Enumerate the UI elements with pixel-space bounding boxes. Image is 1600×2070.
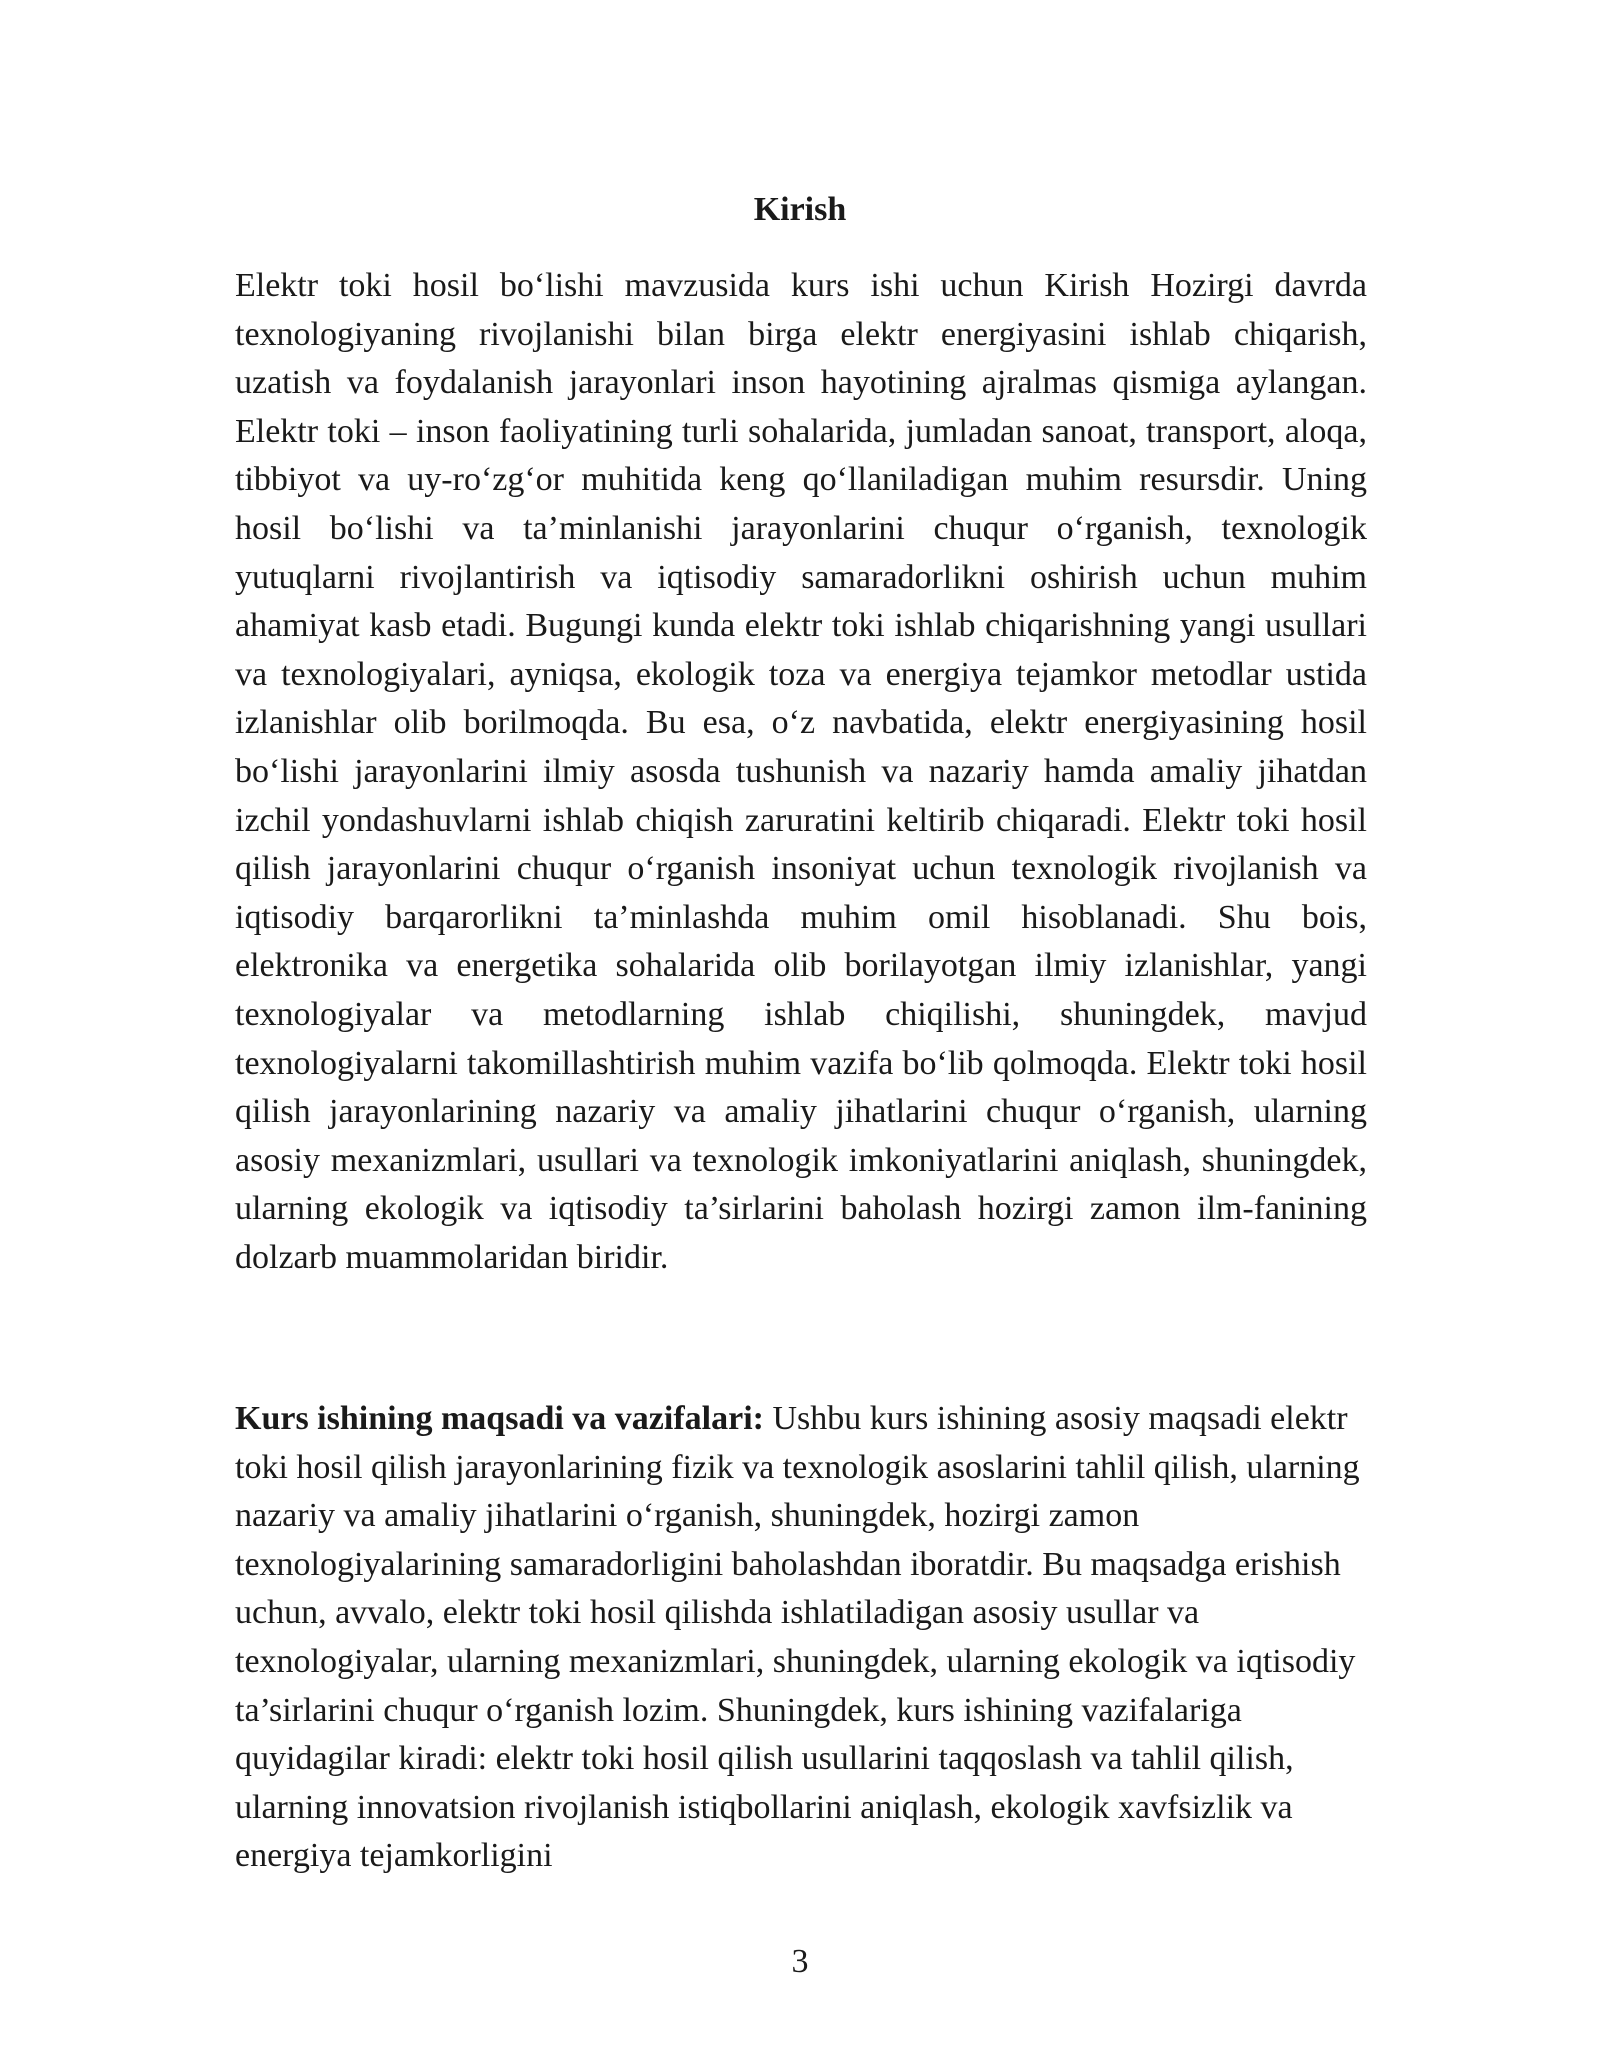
page-number: 3 — [791, 1943, 809, 1980]
goals-paragraph — [235, 1395, 1367, 1881]
goals-paragraph-body: Ushbu kurs ishining asosiy maqsadi elektr toki hosil qilish jarayonlarining fizik va texnologik asoslarini tahlil qilish, ularning nazariy va amaliy jihatlarini o‘rganish, shuningdek, hozirgi zamon texnologiyalarining samaradorligini baholashdan iboratdir. Bu maqsadga erishish uchun, avvalo, elektr toki hosil qilishda ishlatiladigan asosiy usullar va texnologiyalar, ularning mexanizmlari, shuningdek, ularning ekologik va iqtisodiy ta’sirlarini chuqur o‘rganish lozim. Shuningdek, kurs ishining vazifalariga quyidagilar kiradi: elektr toki hosil qilish usullarini taqqoslash va tahlil qilish, ularning innovatsion rivojlanish istiqbollarini aniqlash, ekologik xavfsizlik va energiya tejamkorligini — [235, 1400, 1360, 1875]
intro-paragraph: Elektr toki hosil bo‘lishi mavzusida kurs ishi uchun Kirish Hozirgi davrda texnologiyaning rivojlanishi bilan birga elektr energiyasini ishlab chiqarish, uzatish va foydalanish jarayonlari inson hayotining ajralmas qismiga aylangan. Elektr toki – inson faoliyatining turli sohalarida, jumladan sanoat, transport, aloqa, tibbiyot va uy-ro‘zg‘or muhitida keng qo‘llaniladigan muhim resursdir. Uning hosil bo‘lishi va ta’minlanishi jarayonlarini chuqur o‘rganish, texnologik yutuqlarni rivojlantirish va iqtisodiy samaradorlikni oshirish uchun muhim ahamiyat kasb etadi. Bugungi kunda elektr toki ishlab chiqarishning yangi usullari va texnologiyalari, ayniqsa, ekologik toza va energiya tejamkor metodlar ustida izlanishlar olib borilmoqda. Bu esa, o‘z navbatida, elektr energiyasining hosil bo‘lishi jarayonlarini ilmiy asosda tushunish va nazariy hamda amaliy jihatdan izchil yondashuvlarni ishlab chiqish zaruratini keltirib chiqaradi. Elektr toki hosil qilish jarayonlarini chuqur o‘rganish insoniyat uchun texnologik rivojlanish va iqtisodiy barqarorlikni ta’minlashda muhim omil hisoblanadi. Shu bois, elektronika va energetika sohalarida olib borilayotgan ilmiy izlanishlar, yangi texnologiyalar va metodlarning ishlab chiqilishi, shuningdek, mavjud texnologiyalarni takomillashtirish muhim vazifa bo‘lib qolmoqda. Elektr toki hosil qilish jarayonlarining nazariy va amaliy jihatlarini chuqur o‘rganish, ularning asosiy mexanizmlari, usullari va texnologik imkoniyatlarini aniqlash, shuningdek, ularning ekologik va iqtisodiy ta’sirlarini baholash hozirgi zamon ilm-fanining dolzarb muammolaridan biridir. — [235, 267, 1367, 1276]
section-heading: Kirish — [753, 191, 847, 228]
goals-paragraph-lead: Kurs ishining maqsadi va vazifalari: — [235, 1400, 764, 1437]
